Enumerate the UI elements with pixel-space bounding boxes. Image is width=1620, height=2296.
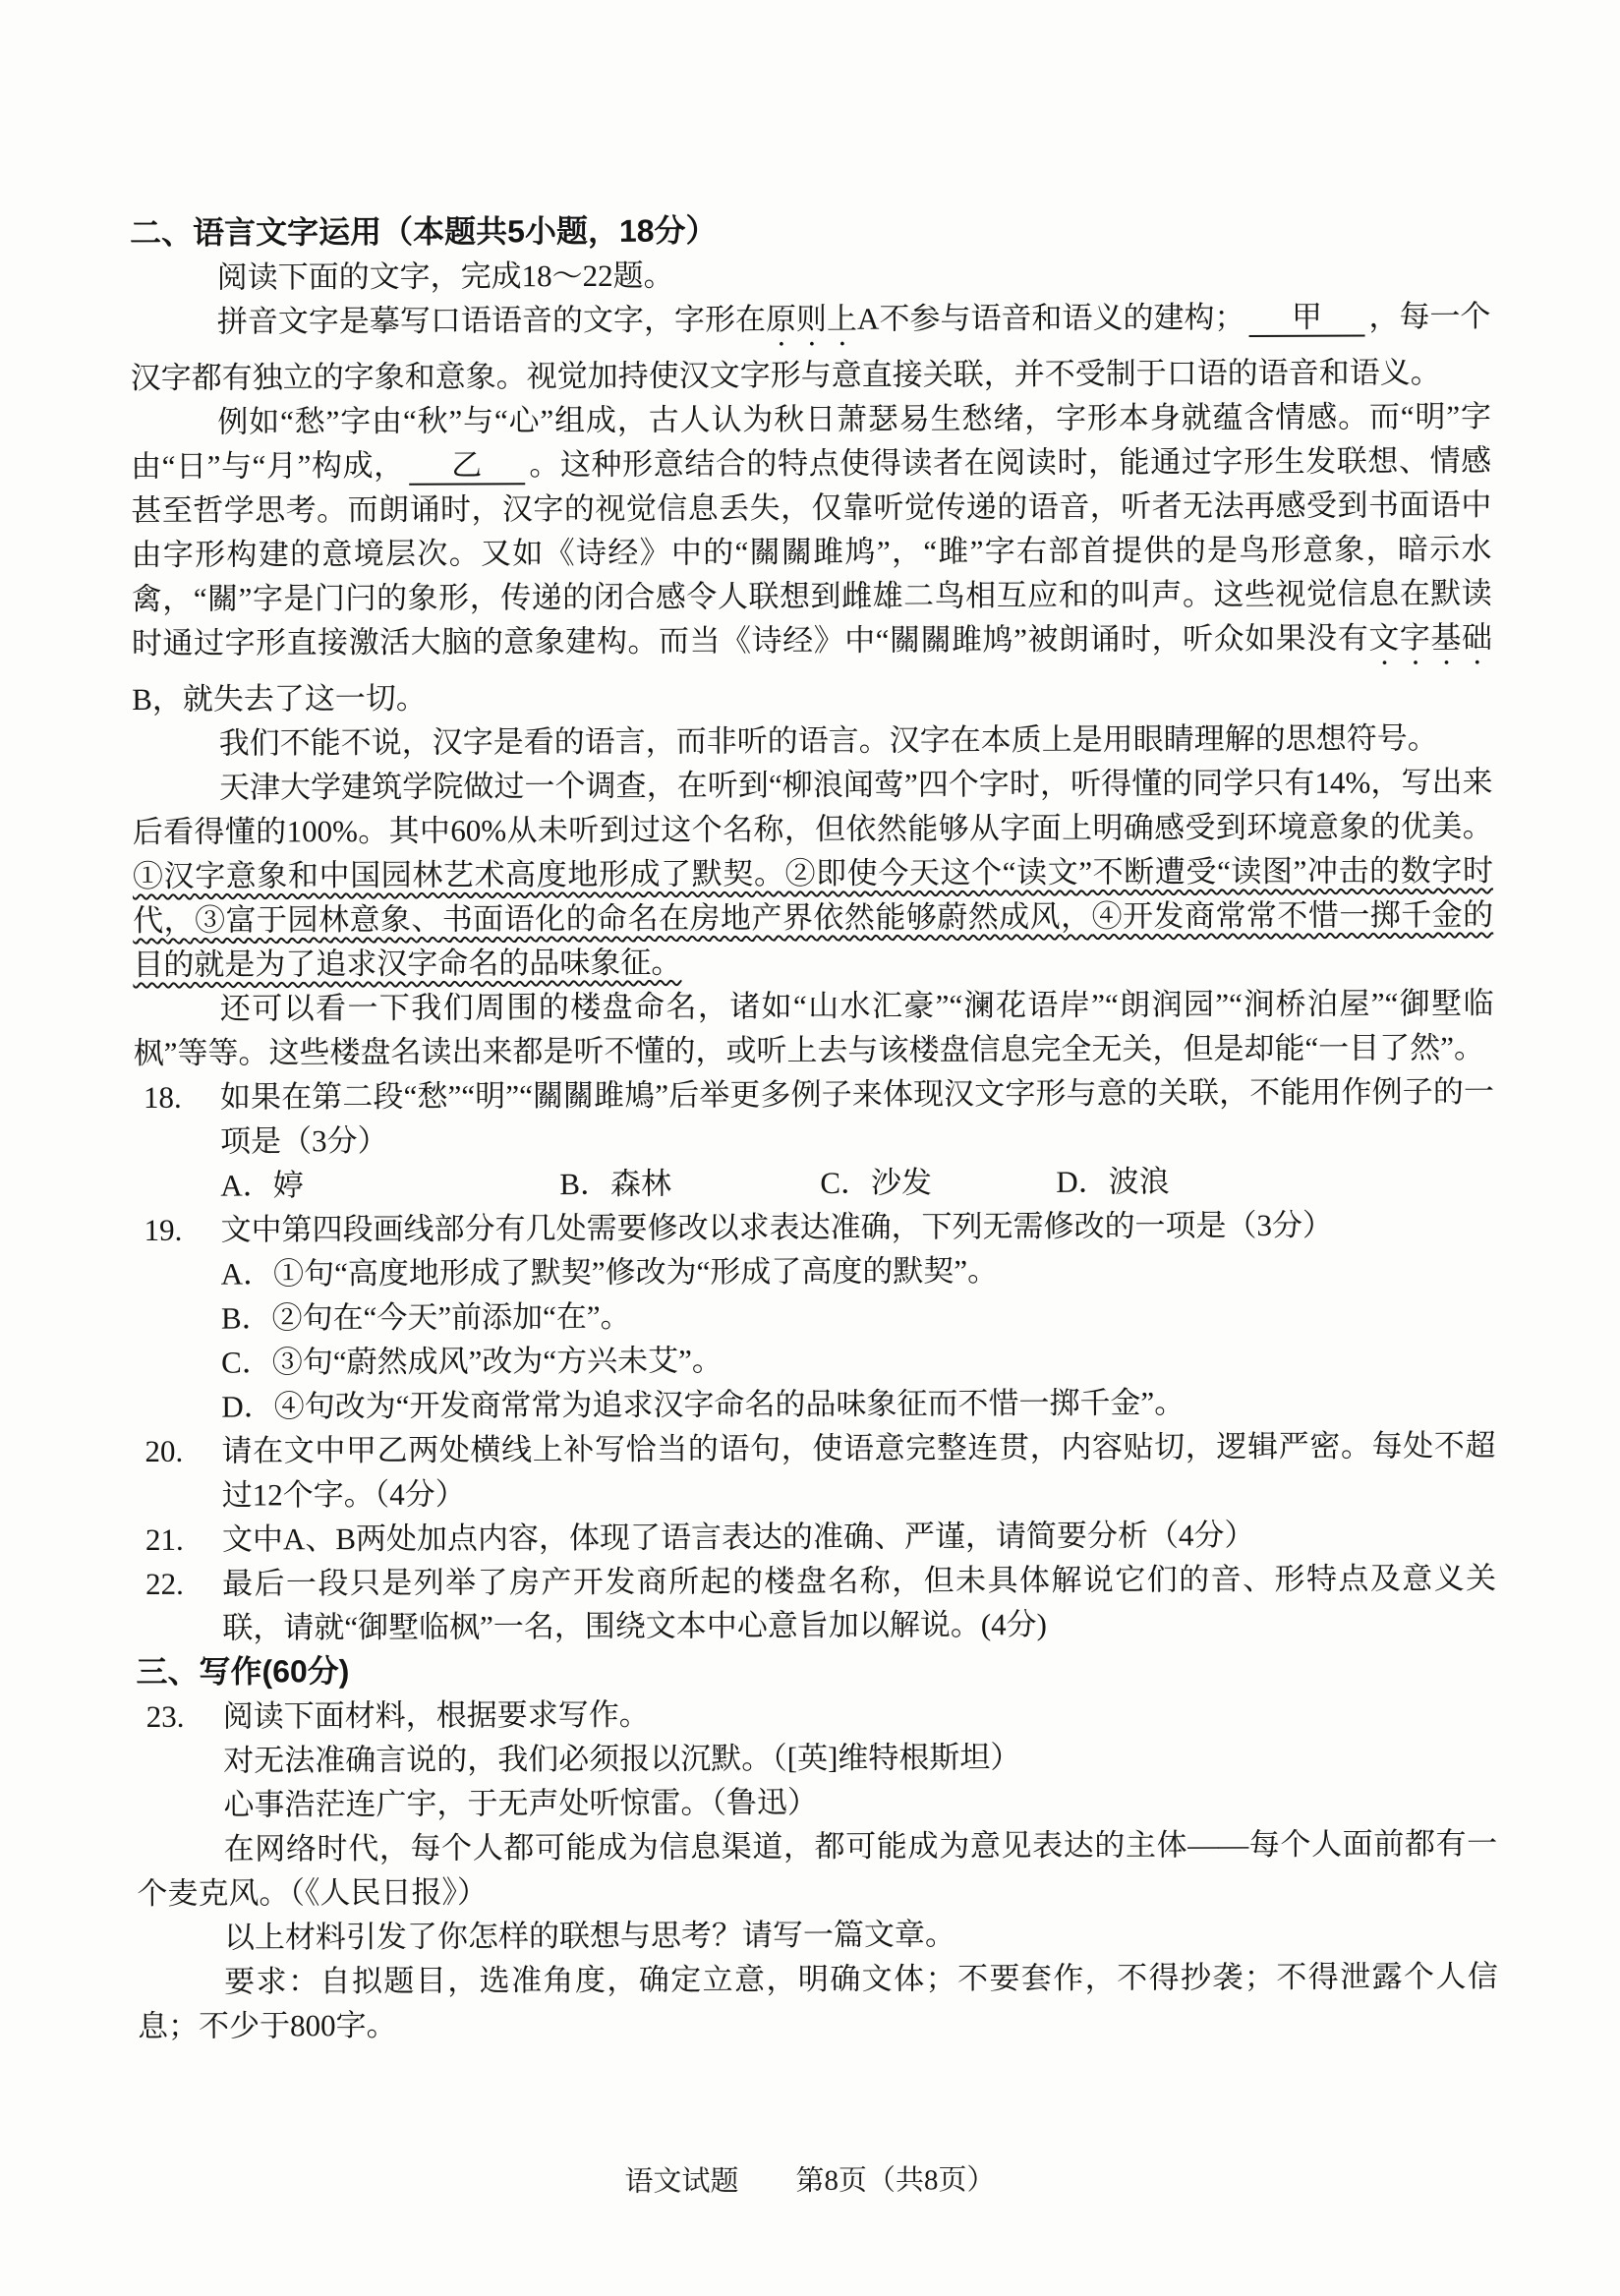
material-quote-luxun: 心事浩茫连广宇，于无声处听惊雷。（鲁迅） xyxy=(223,1784,818,1822)
question-18-options xyxy=(220,1158,1494,1208)
emphasis-dotted-text: 原则上 xyxy=(765,301,858,337)
material-quote-wittgenstein: 对无法准确言说的，我们必须报以沉默。（[英]维特根斯坦） xyxy=(223,1740,1021,1778)
passage-text: 。这种形意结合的特点使得读者在阅读时，能通过字形生发联想、情感甚至哲学思考。而朗诵时，汉字的视觉信息丢失，仅靠听觉传递的语音，听者无法再感受到书面语中由字形构建的意境层次。又如《诗经》中的“關關雎鸠”，“雎”字右部首提供的是鸟形意象，暗示水禽，“關”字是门闩的象形，传递的闭合感令人联想到雌雄二鸟相互应和的叫声。这些视觉信息在默读时通过字形直接激活大脑的意象建构。而当《诗经》中“關關雎鸠”被朗诵时，听众如果没有 xyxy=(131,442,1492,661)
passage-paragraph-3 xyxy=(132,716,1492,766)
question-19-text: 文中第四段画线部分有几处需要修改以求表达准确，下列无需修改的一项是（3分） xyxy=(220,1207,1334,1247)
essay-requirements: 要求：自拟题目，选准角度，确定立意，明确文体；不要套作，不得抄袭；不得泄露个人信息；不少于800字。 xyxy=(137,1958,1498,2044)
question-20-number: 20. xyxy=(145,1433,184,1468)
passage-paragraph-2 xyxy=(131,394,1492,721)
page-footer: 语文试题 第8页（共8页） xyxy=(624,2164,996,2198)
question-19-option-d: D．④句改为“开发商常常为追求汉字命名的品味象征而不惜一掷千金”。 xyxy=(221,1385,1186,1424)
passage-text: B，就失去了这一切。 xyxy=(132,680,427,718)
passage-text: 例如“愁”字由“秋”与“心”组成，古人认为秋日萧瑟易生愁绪，字形本身就蕴含情感。而“明”字由“日”与“月”构成， xyxy=(131,398,1492,485)
passage-text: A不参与语音和语义的建构； xyxy=(856,300,1245,336)
passage-intro: 阅读下面的文字，完成18～22题。 xyxy=(216,258,674,295)
question-19-option-b: B．②句在“今天”前添加“在”。 xyxy=(220,1298,631,1336)
question-23-text: 阅读下面材料，根据要求写作。 xyxy=(222,1696,650,1734)
question-20 xyxy=(135,1423,1495,1518)
passage-text: 天津大学建筑学院做过一个调查，在听到“柳浪闻莺”四个字时，听得懂的同学只有14%，写出来后看得懂的100%。其中60%从未听到过这个名称，但依然能够从字面上明确感受到环境意象的优美。 xyxy=(132,764,1493,850)
passage-text: 拼音文字是摹写口语语音的文字，字形在 xyxy=(216,302,767,339)
emphasis-dotted-text: 文字基础 xyxy=(1368,619,1493,656)
question-18-number: 18. xyxy=(143,1079,182,1115)
passage-text: ，每一个汉字都有独立的字象和意象。视觉加持使汉文字形与意直接关联，并不受制于口语的语音和语义。 xyxy=(130,298,1491,396)
exam-page xyxy=(130,205,1498,2048)
question-22 xyxy=(136,1556,1496,1650)
material-quote-peoples-daily: 在网络时代，每个人都可能成为信息渠道，都可能成为意见表达的主体——每个人面前都有一个麦克风。（《人民日报》） xyxy=(137,1825,1498,1912)
question-19-option-c: C．③句“蔚然成风”改为“方兴未艾”。 xyxy=(221,1343,723,1380)
section-2-heading: 二、语言文字运用（本题共5小题，18分） xyxy=(130,212,718,252)
question-18-text: 如果在第二段“愁”“明”“關關雎鳩”后举更多例子来体现汉文字形与意的关联，不能用作例子的一项是（3分） xyxy=(219,1073,1495,1159)
question-19 xyxy=(134,1202,1495,1429)
question-23 xyxy=(137,1689,1497,1739)
question-21-number: 21. xyxy=(145,1521,184,1557)
passage-text: 还可以看一下我们周围的楼盘命名，诸如“山水汇豪”“澜花语岸”“朗润园”“涧桥泊屋”“御墅临枫”等等。这些楼盘名读出来都是听不懂的，或听上去与该楼盘信息完全无关，但是却能“一目了然”。 xyxy=(133,985,1494,1071)
inline-blank-甲: 甲 xyxy=(1248,300,1364,338)
question-23-number: 23. xyxy=(145,1698,185,1734)
question-18 xyxy=(134,1069,1495,1208)
question-19-number: 19. xyxy=(144,1212,183,1247)
question-20-text: 请在文中甲乙两处横线上补写恰当的语句，使语意完整连贯，内容贴切，逻辑严密。每处不超过12个字。（4分） xyxy=(221,1427,1496,1513)
wavy-underlined-text: ①汉字意象和中国园林艺术高度地形成了默契。②即使今天这个“读文”不断遭受“读图”冲击的数字时代，③富于园林意象、书面语化的命名在房地产界依然能够蔚然成风，④开发商常常不惜一掷千金的目的就是为了追求汉字命名的品味象征。 xyxy=(132,852,1494,983)
question-22-text: 最后一段只是列举了房产开发商所起的楼盘名称，但未具体解说它们的音、形特点及意义关联，请就“御墅临枫”一名，围绕文本中心意旨加以解说。(4分) xyxy=(222,1560,1497,1645)
inline-blank-乙: 乙 xyxy=(409,447,525,486)
question-21-text: 文中A、B两处加点内容，体现了语言表达的准确、严谨，请简要分析（4分） xyxy=(221,1518,1255,1557)
passage-paragraph-4 xyxy=(132,760,1493,987)
passage-paragraph-1 xyxy=(130,294,1490,400)
question-18-option-c: C．沙发 xyxy=(820,1165,933,1200)
question-18-option-b: B．森林 xyxy=(559,1166,672,1202)
section-3-heading: 三、写作(60分) xyxy=(136,1653,350,1691)
question-18-option-a: A．婷 xyxy=(220,1168,304,1203)
passage-text: 我们不能不说，汉字是看的语言，而非听的语言。汉字在本质上是用眼睛理解的思想符号。 xyxy=(218,720,1438,761)
question-21 xyxy=(136,1512,1496,1562)
essay-prompt: 以上材料引发了你怎样的联想与思考？请写一篇文章。 xyxy=(223,1917,956,1955)
question-18-option-d: D．波浪 xyxy=(1056,1164,1170,1199)
question-19-option-a: A．①句“高度地形成了默契”修改为“形成了高度的默契”。 xyxy=(220,1253,999,1292)
question-22-number: 22. xyxy=(145,1566,184,1601)
passage-paragraph-5 xyxy=(133,981,1493,1075)
